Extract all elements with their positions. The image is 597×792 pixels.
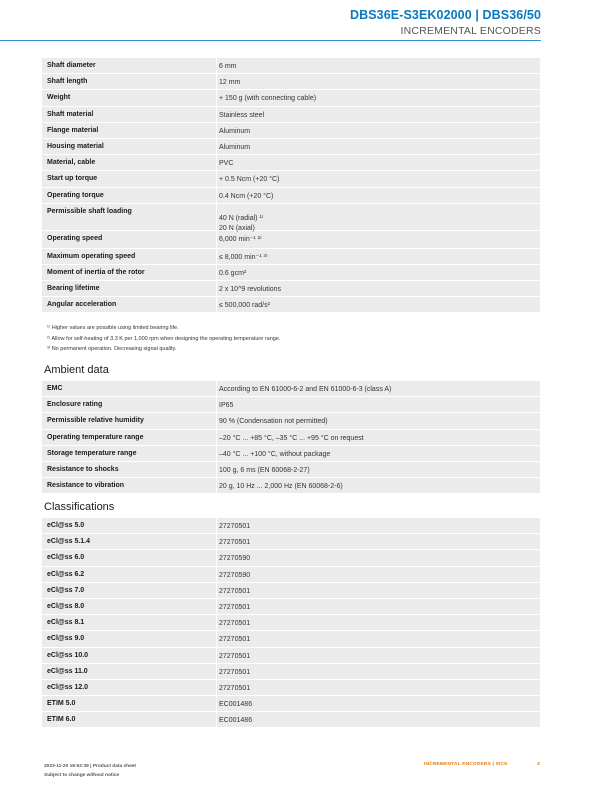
row-label: Bearing lifetime [47, 285, 100, 293]
row-label: Operating temperature range [47, 433, 144, 441]
row-value-line: Aluminum [219, 127, 251, 135]
row-label: eCl@ss 8.1 [47, 619, 85, 627]
table-row [42, 599, 540, 615]
row-value [216, 631, 540, 646]
document-title: DBS36E-S3EK02000 | DBS36/50 [349, 8, 541, 22]
table-row [42, 478, 540, 494]
row-value [216, 381, 540, 396]
table-row [42, 615, 540, 631]
table-row [42, 265, 540, 281]
row-label: eCl@ss 7.0 [47, 586, 85, 594]
row-value-line: 20 N (axial) [219, 224, 255, 232]
row-value-line: 27270501 [219, 539, 251, 547]
row-label: Operating speed [47, 234, 103, 242]
footnote-item: ¹⁾ Higher values are possible using limited bearing life. [47, 325, 179, 331]
row-value-line: 27270501 [219, 684, 251, 692]
row-value-line: 90 % (Condensation not permitted) [219, 418, 328, 426]
row-label: Resistance to shocks [47, 465, 119, 473]
row-value-line: + 150 g (with connecting cable) [219, 95, 317, 103]
row-value-line: 27270501 [219, 668, 251, 676]
table-row [42, 381, 540, 397]
table-row [42, 123, 540, 139]
table-row [42, 583, 540, 599]
table-row [42, 567, 540, 583]
row-label: Maximum operating speed [47, 252, 136, 260]
row-value [216, 90, 540, 105]
row-value-line: ≤ 8,000 min⁻¹ ³⁾ [219, 253, 268, 261]
row-label: Angular acceleration [47, 301, 117, 309]
row-label: eCl@ss 12.0 [47, 683, 89, 691]
table-row [42, 648, 540, 664]
row-value [216, 265, 540, 280]
row-label: Material, cable [47, 159, 96, 167]
section-title-ambient: Ambient data [44, 364, 109, 376]
row-value [216, 188, 540, 203]
row-value [216, 712, 540, 727]
row-label: Enclosure rating [47, 401, 103, 409]
footnote-item: ³⁾ No permanent operation. Decreasing signal quality. [47, 346, 177, 352]
row-value-line: 27270590 [219, 555, 251, 563]
row-label: Storage temperature range [47, 449, 137, 457]
row-label: Operating torque [47, 191, 104, 199]
row-label: eCl@ss 9.0 [47, 635, 85, 643]
row-value [216, 648, 540, 663]
table-row [42, 462, 540, 478]
table-row [42, 90, 540, 106]
table-row [42, 680, 540, 696]
row-value [216, 204, 540, 230]
row-value-line: Stainless steel [219, 111, 265, 119]
table-row [42, 107, 540, 123]
row-label: EMC [47, 385, 63, 392]
row-value-line: 27270501 [219, 603, 251, 611]
mechanical-data-table [42, 58, 540, 313]
row-label: eCl@ss 5.0 [47, 522, 85, 529]
row-value [216, 58, 540, 73]
row-label: Shaft length [47, 78, 88, 86]
row-value [216, 155, 540, 170]
row-label: eCl@ss 6.2 [47, 570, 85, 578]
row-label: Shaft material [47, 110, 94, 118]
row-value [216, 171, 540, 186]
row-value [216, 680, 540, 695]
row-value-line: –20 °C ... +85 °C, –35 °C ... +95 °C on request [219, 434, 364, 442]
row-value-line: 12 mm [219, 79, 241, 87]
row-value [216, 534, 540, 549]
footer-date: 2023-11-20 18:52:39 | Product data sheet [44, 764, 136, 769]
row-value-line: 27270501 [219, 587, 251, 595]
row-label: Permissible shaft loading [47, 207, 132, 215]
row-value-line: PVC [219, 160, 234, 168]
row-value-line: 20 g, 10 Hz ... 2,000 Hz (EN 60068-2-6) [219, 483, 343, 491]
row-value [216, 139, 540, 154]
table-row [42, 188, 540, 204]
table-row [42, 397, 540, 413]
table-row [42, 297, 540, 313]
table-row [42, 446, 540, 462]
row-value [216, 583, 540, 598]
row-value-line: 27270501 [219, 652, 251, 660]
table-row [42, 518, 540, 534]
table-row [42, 413, 540, 429]
row-value-line: 0.6 gcm² [219, 269, 247, 277]
row-label: Weight [47, 94, 71, 102]
ambient-data-table [42, 381, 540, 494]
row-label: Flange material [47, 126, 99, 134]
row-value [216, 281, 540, 296]
row-value [216, 446, 540, 461]
page-header [350, 8, 541, 37]
table-row [42, 171, 540, 187]
section-title-classifications: Classifications [44, 501, 115, 513]
row-value [216, 462, 540, 477]
row-value-line: 27270590 [219, 571, 251, 579]
row-value [216, 664, 540, 679]
row-value-line: 27270501 [219, 620, 251, 628]
table-row [42, 430, 540, 446]
row-value-line: 40 N (radial) ¹⁾ [219, 214, 264, 222]
row-value-line: Aluminum [219, 143, 251, 151]
row-label: eCl@ss 5.1.4 [47, 538, 91, 546]
row-label: Shaft diameter [47, 62, 96, 69]
row-label: eCl@ss 6.0 [47, 554, 85, 562]
footer-left [44, 762, 136, 780]
row-value-line: EC001486 [219, 701, 253, 709]
table-row [42, 712, 540, 728]
row-label: Permissible relative humidity [47, 417, 144, 425]
footer-notice: Subject to change without notice [44, 773, 120, 778]
table-row [42, 204, 540, 231]
classifications-table [42, 518, 540, 728]
row-value [216, 413, 540, 428]
row-label: Start up torque [47, 175, 98, 183]
row-value [216, 249, 540, 264]
row-value [216, 550, 540, 565]
row-label: eCl@ss 8.0 [47, 602, 85, 610]
row-value [216, 107, 540, 122]
table-row [42, 139, 540, 155]
table-row [42, 155, 540, 171]
table-row [42, 696, 540, 712]
row-label: Moment of inertia of the rotor [47, 268, 145, 276]
row-value-line: EC001486 [219, 717, 253, 725]
row-value [216, 123, 540, 138]
row-label: Housing material [47, 142, 104, 150]
row-value-line: + 0.5 Ncm (+20 °C) [219, 176, 280, 184]
table-row [42, 534, 540, 550]
row-value-line: IP65 [219, 402, 234, 410]
row-label: ETIM 5.0 [47, 700, 76, 708]
table-row [42, 550, 540, 566]
row-value-line: ≤ 500,000 rad/s² [219, 302, 270, 310]
row-value-line: 27270501 [219, 523, 251, 530]
footnotes [47, 325, 280, 357]
row-value [216, 74, 540, 89]
row-value [216, 615, 540, 630]
row-label: Resistance to vibration [47, 482, 125, 490]
row-value [216, 696, 540, 711]
table-row [42, 231, 540, 249]
row-value-line: 27270501 [219, 636, 251, 644]
footnote-item: ²⁾ Allow for self-heating of 3.3 K per 1,000 rpm when designing the operating temperature range. [47, 335, 281, 342]
table-row [42, 281, 540, 297]
row-value [216, 478, 540, 493]
row-value-line: 2 x 10^9 revolutions [219, 286, 282, 294]
row-value [216, 397, 540, 412]
row-value [216, 567, 540, 582]
table-row [42, 58, 540, 74]
row-value-line: 100 g, 6 ms (EN 60068-2-27) [219, 466, 310, 474]
table-row [42, 631, 540, 647]
row-value [216, 518, 540, 533]
page-number: 3 [537, 762, 540, 767]
footer-category: INCREMENTAL ENCODERS | SICK [424, 762, 508, 767]
row-value-line: 6,000 min⁻¹ ²⁾ [219, 235, 262, 243]
row-label: eCl@ss 11.0 [47, 667, 88, 675]
table-row [42, 664, 540, 680]
row-value-line: –40 °C ... +100 °C, without package [219, 450, 331, 458]
row-label: eCl@ss 10.0 [47, 651, 89, 659]
table-row [42, 74, 540, 90]
row-value [216, 430, 540, 445]
document-subtitle: INCREMENTAL ENCODERS [400, 25, 541, 37]
row-value-line: 0.4 Ncm (+20 °C) [219, 192, 274, 200]
table-row [42, 249, 540, 265]
row-label: ETIM 6.0 [47, 716, 76, 724]
row-value [216, 297, 540, 312]
row-value [216, 599, 540, 614]
row-value-line: According to EN 61000-6-2 and EN 61000-6-3 (class A) [219, 386, 392, 393]
row-value-line: 6 mm [219, 63, 237, 70]
row-value [216, 231, 540, 248]
header-divider [0, 40, 541, 41]
